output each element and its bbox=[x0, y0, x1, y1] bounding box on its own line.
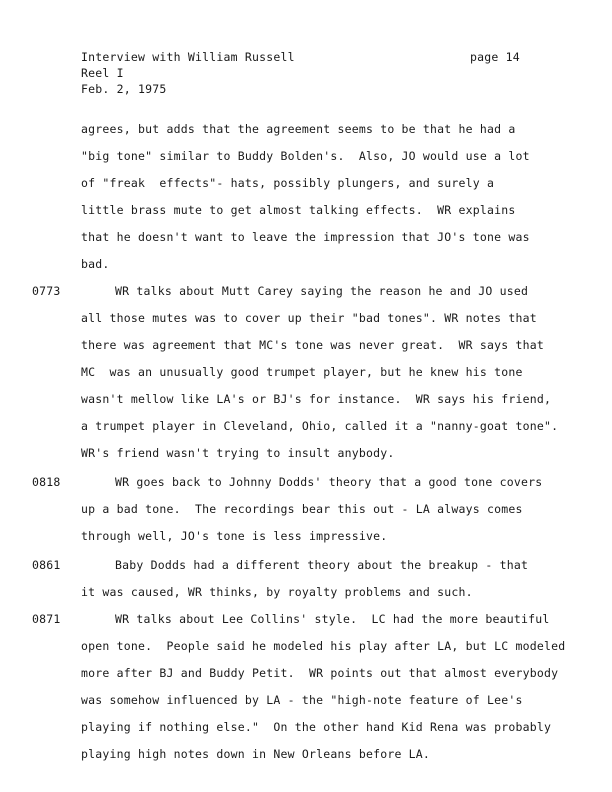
para-1-line-6: WR's friend wasn't trying to insult anybody. bbox=[81, 446, 395, 460]
tape-counter-marker: 0773 bbox=[32, 284, 61, 298]
para-4-line-5: playing high notes down in New Orleans before LA. bbox=[81, 747, 431, 761]
para-3-line-0: Baby Dodds had a different theory about the breakup - that bbox=[115, 558, 529, 572]
para-2-line-2: through well, JO's tone is less impressive. bbox=[81, 529, 388, 543]
tape-counter-marker: 0861 bbox=[32, 558, 61, 572]
para-0-line-4: that he doesn't want to leave the impression that JO's tone was bbox=[81, 230, 530, 244]
header-date: Feb. 2, 1975 bbox=[81, 82, 167, 96]
para-0-line-1: "big tone" similar to Buddy Bolden's. Also, JO would use a lot bbox=[81, 149, 530, 163]
para-0-line-3: little brass mute to get almost talking effects. WR explains bbox=[81, 203, 516, 217]
para-1-line-5: a trumpet player in Cleveland, Ohio, called it a "nanny-goat tone". bbox=[81, 419, 559, 433]
para-4-line-0: WR talks about Lee Collins' style. LC had the more beautiful bbox=[115, 612, 550, 626]
para-4-line-4: playing if nothing else." On the other hand Kid Rena was probably bbox=[81, 720, 552, 734]
para-4-line-1: open tone. People said he modeled his play after LA, but LC modeled bbox=[81, 639, 566, 653]
header-reel: Reel I bbox=[81, 66, 124, 80]
tape-counter-marker: 0818 bbox=[32, 475, 61, 489]
para-1-line-3: MC was an unusually good trumpet player, but he knew his tone bbox=[81, 365, 523, 379]
header-title: Interview with William Russell bbox=[81, 50, 295, 64]
para-0-line-5: bad. bbox=[81, 257, 110, 271]
para-4-line-2: more after BJ and Buddy Petit. WR points out that almost everybody bbox=[81, 666, 559, 680]
para-2-line-0: WR goes back to Johnny Dodds' theory that a good tone covers bbox=[115, 475, 543, 489]
para-2-line-1: up a bad tone. The recordings bear this out - LA always comes bbox=[81, 502, 523, 516]
para-0-line-0: agrees, but adds that the agreement seems to be that he had a bbox=[81, 122, 516, 136]
para-1-line-2: there was agreement that MC's tone was never great. WR says that bbox=[81, 338, 545, 352]
page-number: page 14 bbox=[470, 50, 520, 64]
para-3-line-1: it was caused, WR thinks, by royalty problems and such. bbox=[81, 585, 473, 599]
para-1-line-4: wasn't mellow like LA's or BJ's for instance. WR says his friend, bbox=[81, 392, 552, 406]
para-1-line-0: WR talks about Mutt Carey saying the reason he and JO used bbox=[115, 284, 529, 298]
para-1-line-1: all those mutes was to cover up their "bad tones". WR notes that bbox=[81, 311, 537, 325]
tape-counter-marker: 0871 bbox=[32, 612, 61, 626]
para-4-line-3: was somehow influenced by LA - the "high-note feature of Lee's bbox=[81, 693, 523, 707]
para-0-line-2: of "freak effects"- hats, possibly plungers, and surely a bbox=[81, 176, 495, 190]
